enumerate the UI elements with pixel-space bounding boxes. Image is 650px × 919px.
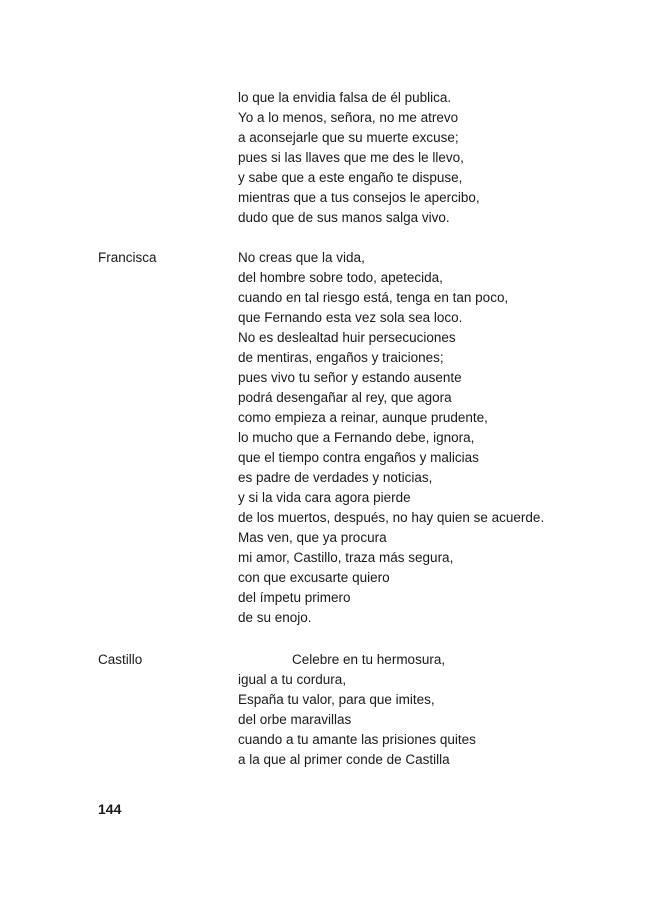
verse-line: igual a tu cordura, <box>238 672 347 687</box>
verse-line: de su enojo. <box>238 610 312 625</box>
verse-lines <box>238 650 618 770</box>
verse-line: No es deslealtad huir persecuciones <box>238 330 456 345</box>
verse-line: España tu valor, para que imites, <box>238 692 435 707</box>
verse-lines <box>238 248 618 628</box>
verse-line: mientras que a tus consejos le apercibo, <box>238 190 480 205</box>
speaker-label: Francisca <box>98 250 157 265</box>
verse-line: podrá desengañar al rey, que agora <box>238 390 452 405</box>
verse-line: dudo que de sus manos salga vivo. <box>238 210 450 225</box>
verse-line: de mentiras, engaños y traiciones; <box>238 350 444 365</box>
verse-line: con que excusarte quiero <box>238 570 390 585</box>
verse-line: a aconsejarle que su muerte excuse; <box>238 130 459 145</box>
verse-line: cuando a tu amante las prisiones quites <box>238 732 476 747</box>
verse-line: cuando en tal riesgo está, tenga en tan poco, <box>238 290 509 305</box>
verse-line: y sabe que a este engaño te dispuse, <box>238 170 463 185</box>
speech-block-francisca <box>98 248 618 628</box>
verse-line: que Fernando esta vez sola sea loco. <box>238 310 463 325</box>
verse-line: de los muertos, después, no hay quien se acuerde. <box>238 510 545 525</box>
verse-line: Yo a lo menos, señora, no me atrevo <box>238 110 459 125</box>
verse-line: lo mucho que a Fernando debe, ignora, <box>238 430 475 445</box>
page-number: 144 <box>98 801 122 817</box>
verse-line: pues si las llaves que me des le llevo, <box>238 150 464 165</box>
verse-line: como empieza a reinar, aunque prudente, <box>238 410 488 425</box>
verse-line: pues vivo tu señor y estando ausente <box>238 370 462 385</box>
verse-lines <box>238 88 618 228</box>
speaker-label <box>98 88 238 228</box>
verse-line: del orbe maravillas <box>238 712 352 727</box>
verse-line: Mas ven, que ya procura <box>238 530 387 545</box>
verse-line: Celebre en tu hermosura, <box>292 652 446 667</box>
verse-line: del ímpetu primero <box>238 590 351 605</box>
verse-line: que el tiempo contra engaños y malicias <box>238 450 479 465</box>
verse-line: lo que la envidia falsa de él publica. <box>238 90 452 105</box>
verse-line: es padre de verdades y noticias, <box>238 470 433 485</box>
verse-line: del hombre sobre todo, apetecida, <box>238 270 443 285</box>
verse-line: No creas que la vida, <box>238 250 365 265</box>
speaker-label: Castillo <box>98 652 143 667</box>
verse-line: y si la vida cara agora pierde <box>238 490 411 505</box>
speech-block-continuation <box>98 88 618 228</box>
speech-block-castillo <box>98 650 618 770</box>
verse-line: mi amor, Castillo, traza más segura, <box>238 550 454 565</box>
verse-line: a la que al primer conde de Castilla <box>238 752 450 767</box>
